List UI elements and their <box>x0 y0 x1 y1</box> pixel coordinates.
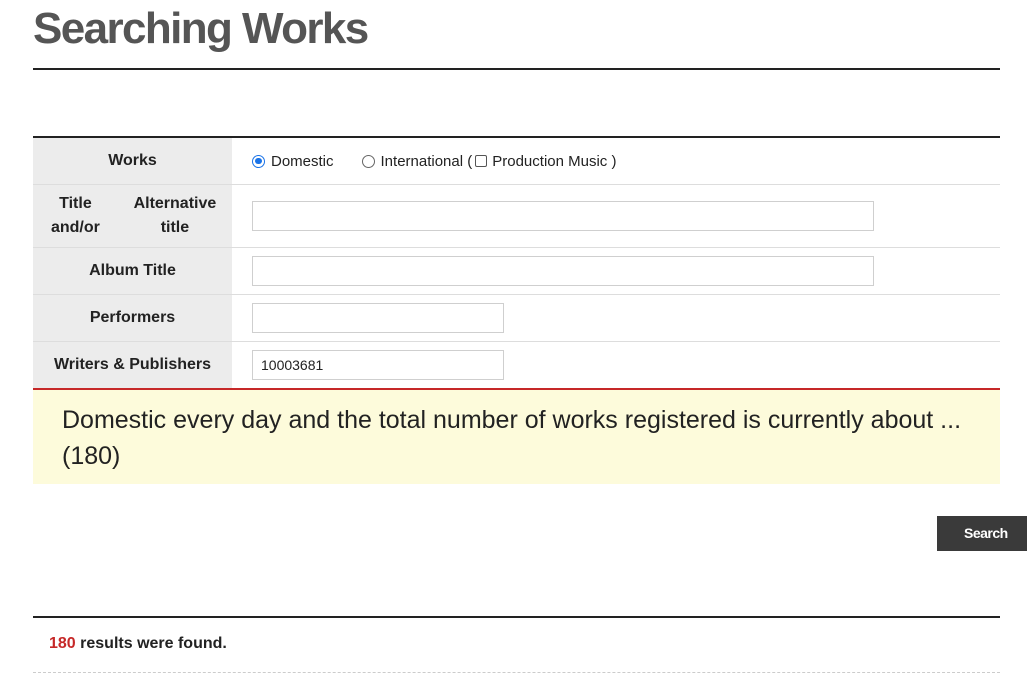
works-label: Works <box>33 138 232 184</box>
title-label <box>33 185 232 247</box>
album-input[interactable] <box>252 256 874 286</box>
title-label-line2: Alternative title <box>133 195 217 236</box>
writers-row <box>33 342 1000 388</box>
international-radio[interactable] <box>362 155 375 168</box>
writers-label: Writers & Publishers <box>33 342 232 388</box>
performers-input[interactable] <box>252 303 504 333</box>
search-button[interactable]: Search <box>937 516 1027 551</box>
title-row <box>33 185 1000 248</box>
production-music-label: Production Music ) <box>492 152 617 170</box>
domestic-radio[interactable] <box>252 155 265 168</box>
international-label: International ( <box>380 152 473 170</box>
results-dashed-divider <box>33 672 1000 673</box>
album-row <box>33 248 1000 295</box>
page-title: Searching Works <box>33 4 368 53</box>
writers-input[interactable] <box>252 350 504 380</box>
results-summary <box>49 635 227 653</box>
notice-banner: Domestic every day and the total number of works registered is currently about ...(180) <box>33 388 1000 484</box>
results-count: 180 <box>49 635 76 652</box>
works-row <box>33 138 1000 185</box>
results-divider <box>33 616 1000 618</box>
performers-label: Performers <box>33 295 232 341</box>
results-text: results were found. <box>75 635 227 652</box>
domestic-option[interactable] <box>252 153 334 170</box>
domestic-label: Domestic <box>271 152 334 170</box>
title-input[interactable] <box>252 201 874 231</box>
title-divider <box>33 68 1000 70</box>
title-label-line1: Title and/or <box>50 195 100 236</box>
album-label: Album Title <box>33 248 232 294</box>
performers-row <box>33 295 1000 342</box>
international-option[interactable] <box>362 153 617 170</box>
search-form <box>33 136 1000 388</box>
works-radio-group <box>252 153 616 170</box>
production-music-checkbox[interactable] <box>475 155 487 167</box>
